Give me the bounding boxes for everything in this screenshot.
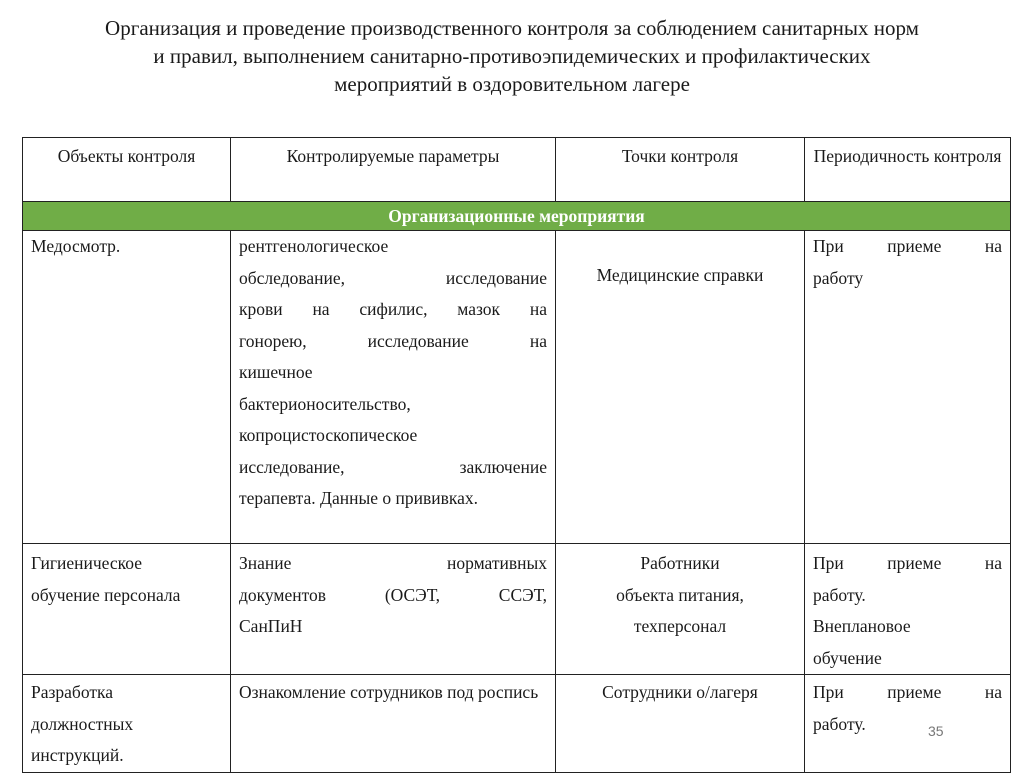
table-row	[23, 231, 1011, 544]
cell-periodicity	[805, 231, 1011, 544]
cell-parameters	[231, 544, 556, 675]
param-text: Ознакомление сотрудников под роспись	[239, 682, 539, 702]
period-line: работу	[813, 267, 864, 288]
header-periodicity: Периодичность контроля	[805, 138, 1011, 202]
cell-points	[556, 675, 805, 773]
page-number: 35	[928, 723, 944, 739]
table-row	[23, 544, 1011, 675]
object-text: Гигиеническое обучение персонала	[31, 553, 181, 605]
period-line: работу.	[813, 584, 866, 605]
period-line: При приеме на	[813, 236, 1002, 256]
param-line: СанПиН	[239, 616, 303, 636]
header-points: Точки контроля	[556, 138, 805, 202]
cell-points	[556, 231, 805, 544]
header-objects: Объекты контроля	[23, 138, 231, 202]
title-line-1: Организация и проведение производственного контроля за соблюдением санитарных норм	[105, 16, 919, 40]
cell-object	[23, 675, 231, 773]
cell-parameters	[231, 231, 556, 544]
points-text: Сотрудники о/лагеря	[602, 682, 758, 702]
header-parameters: Контролируемые параметры	[231, 138, 556, 202]
cell-object	[23, 544, 231, 675]
section-title: Организационные мероприятия	[23, 202, 1011, 231]
param-line: гонорею, исследование на	[239, 330, 547, 351]
points-text: Медицинские справки	[596, 265, 764, 285]
control-table	[22, 137, 1011, 773]
cell-parameters	[231, 675, 556, 773]
param-line: документов (ОСЭТ, ССЭТ,	[239, 584, 547, 605]
period-line: работу.	[813, 713, 866, 734]
param-line: обследование, исследование	[239, 267, 547, 288]
page-title	[0, 14, 1024, 98]
period-line: При приеме на	[813, 682, 1002, 702]
param-line: копроцистоскопическое	[239, 425, 418, 445]
points-line: Работники	[640, 553, 720, 573]
param-line: рентгенологическое	[239, 236, 389, 256]
cell-points	[556, 544, 805, 675]
points-line: объекта питания,	[616, 584, 744, 605]
table-row	[23, 675, 1011, 773]
title-line-2: и правил, выполнением санитарно-противоэпидемических и профилактических	[153, 44, 871, 68]
period-line: При приеме на	[813, 553, 1002, 573]
param-line: Знание нормативных	[239, 553, 547, 573]
cell-object: Медосмотр.	[23, 231, 231, 544]
cell-periodicity	[805, 544, 1011, 675]
cell-periodicity	[805, 675, 1011, 773]
section-row	[23, 202, 1011, 231]
object-text: Разработка должностных инструкций.	[31, 682, 134, 765]
header-row	[23, 138, 1011, 202]
param-line: исследование, заключение	[239, 456, 547, 477]
title-line-3: мероприятий в оздоровительном лагере	[334, 72, 690, 96]
points-line: техперсонал	[633, 616, 727, 636]
param-line: кишечное	[239, 362, 313, 382]
param-line: терапевта. Данные о прививках.	[239, 488, 479, 508]
period-line: Внеплановое	[813, 616, 911, 636]
period-line: обучение	[813, 647, 882, 668]
param-line: крови на сифилис, мазок на	[239, 299, 547, 319]
param-line: бактерионосительство,	[239, 393, 411, 414]
